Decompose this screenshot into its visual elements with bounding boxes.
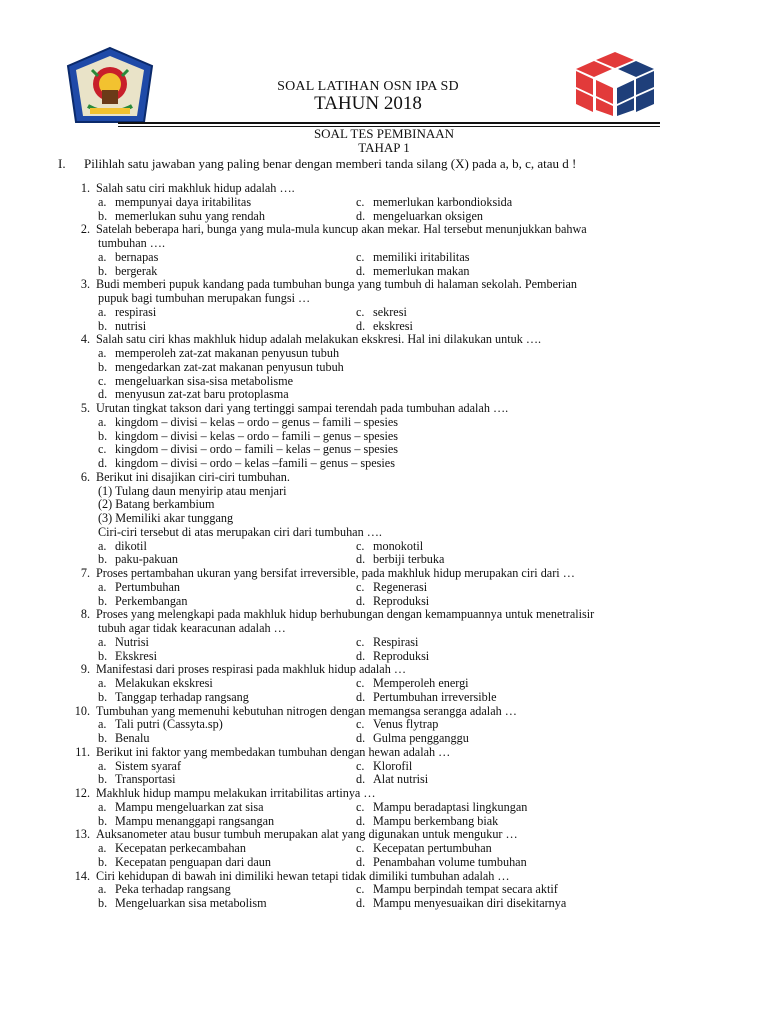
answer-option-row	[0, 430, 768, 444]
question-item	[0, 471, 768, 567]
answer-option[interactable]	[98, 320, 146, 334]
question-line	[0, 333, 768, 347]
option-text: bergerak	[115, 263, 158, 278]
answer-option[interactable]	[356, 581, 427, 595]
test-title: SOAL TES PEMBINAAN	[313, 126, 455, 141]
option-letter: d.	[356, 318, 366, 333]
question-line	[0, 705, 768, 719]
answer-option[interactable]	[356, 540, 423, 554]
option-letter: c.	[356, 841, 365, 855]
question-item	[0, 705, 768, 746]
option-letter: b.	[98, 208, 108, 223]
option-letter: b.	[98, 854, 108, 869]
option-text: (3) Memiliki akar tunggang	[98, 511, 234, 525]
answer-option[interactable]	[98, 361, 344, 375]
answer-option[interactable]	[98, 595, 187, 609]
answer-option[interactable]	[98, 691, 249, 705]
answer-option-row	[0, 320, 768, 334]
answer-option-row	[0, 512, 768, 526]
option-text: Ciri-ciri tersebut di atas merupakan ciri dari tumbuhan ….	[98, 524, 382, 539]
question-number: 4.	[80, 332, 90, 347]
option-letter: b.	[98, 648, 108, 663]
option-letter: c.	[98, 373, 107, 388]
answer-option-row	[0, 443, 768, 457]
answer-option[interactable]	[98, 883, 231, 897]
option-text: Respirasi	[373, 634, 419, 649]
test-stage: TAHAP 1	[358, 140, 410, 155]
option-text: dikotil	[115, 538, 147, 553]
option-text: bernapas	[115, 249, 159, 264]
option-text: kingdom – divisi – kelas – ordo – genus – famili – spesies	[115, 414, 398, 429]
option-text: memperoleh zat-zat makanan penyusun tubuh	[115, 346, 340, 360]
question-number: 14.	[74, 868, 90, 883]
option-letter: d.	[356, 813, 366, 828]
answer-option[interactable]	[98, 718, 223, 732]
question-line	[0, 471, 768, 485]
question-item	[0, 746, 768, 787]
question-text: tubuh agar tidak kearacunan adalah …	[98, 621, 286, 635]
answer-option[interactable]	[98, 526, 382, 540]
answer-option[interactable]	[98, 650, 157, 664]
answer-option-row	[0, 375, 768, 389]
option-text: Pertumbuhan irreversible	[373, 689, 497, 704]
answer-option-row	[0, 210, 768, 224]
option-text: Pertumbuhan	[115, 579, 180, 594]
question-text: Salah satu ciri khas makhluk hidup adalah melakukan ekskresi. Hal ini dilakukan untuk ….	[96, 332, 542, 347]
question-item	[0, 870, 768, 911]
answer-option[interactable]	[98, 347, 339, 361]
regional-emblem-logo	[66, 46, 154, 126]
answer-option-row	[0, 801, 768, 815]
option-letter: a.	[98, 346, 107, 360]
option-text: memerlukan karbondioksida	[373, 194, 513, 209]
question-line	[0, 182, 768, 196]
answer-option[interactable]	[98, 553, 178, 567]
option-text: mempunyai daya iritabilitas	[115, 194, 252, 209]
option-letter: a.	[98, 634, 107, 649]
question-text: Ciri kehidupan di bawah ini dimiliki hewan tetapi tidak dimiliki tumbuhan adalah …	[96, 868, 510, 883]
option-letter: d.	[356, 854, 366, 869]
answer-option-row	[0, 718, 768, 732]
option-text: Gulma pengganggu	[373, 731, 469, 745]
option-letter: a.	[98, 799, 107, 814]
question-number: 8.	[80, 607, 90, 622]
option-letter: a.	[98, 579, 107, 594]
option-letter: c.	[356, 717, 365, 732]
option-letter: d.	[356, 208, 366, 223]
option-text: Perkembangan	[115, 593, 188, 608]
option-letter: b.	[98, 731, 108, 745]
option-text: Sistem syaraf	[115, 758, 182, 773]
header-title: SOAL LATIHAN OSN IPA SD	[277, 79, 459, 94]
option-text: Transportasi	[115, 772, 176, 787]
answer-option-row	[0, 883, 768, 897]
answer-option[interactable]	[356, 718, 438, 732]
answer-option-row	[0, 856, 768, 870]
option-letter: b.	[98, 552, 108, 567]
answer-option[interactable]	[356, 677, 469, 691]
question-item	[0, 402, 768, 471]
option-text: Kecepatan perkecambahan	[115, 841, 246, 855]
answer-option[interactable]	[98, 210, 265, 224]
answer-option[interactable]	[356, 815, 498, 829]
question-text: Satelah beberapa hari, bunga yang mula-mula kuncup akan mekar. Hal tersebut menunjukkan bahwa	[96, 222, 587, 237]
answer-option-row	[0, 595, 768, 609]
question-text: pupuk bagi tumbuhan merupakan fungsi …	[98, 291, 311, 305]
question-line	[0, 828, 768, 842]
section-number: I.	[58, 156, 66, 171]
question-number: 9.	[80, 662, 90, 677]
option-text: berbiji terbuka	[373, 552, 445, 567]
option-letter: a.	[98, 194, 107, 209]
answer-option[interactable]	[356, 595, 429, 609]
option-text: Mampu menyesuaikan diri disekitarnya	[373, 896, 567, 910]
question-line	[0, 608, 768, 622]
option-text: Klorofil	[373, 758, 413, 773]
option-letter: d.	[98, 456, 108, 470]
option-letter: b.	[98, 318, 108, 333]
answer-option[interactable]	[98, 251, 158, 265]
option-letter: a.	[98, 717, 107, 732]
answer-option-row	[0, 773, 768, 787]
option-letter: d.	[356, 648, 366, 663]
answer-option[interactable]	[98, 430, 398, 444]
answer-option[interactable]	[98, 512, 233, 526]
question-item	[0, 182, 768, 223]
answer-option-row	[0, 388, 768, 402]
question-item	[0, 567, 768, 608]
option-letter: a.	[98, 676, 107, 690]
question-item	[0, 333, 768, 402]
answer-option[interactable]	[98, 842, 246, 856]
answer-option-row	[0, 306, 768, 320]
option-text: kingdom – divisi – ordo – famili – kelas – genus – spesies	[115, 442, 398, 457]
question-item	[0, 787, 768, 828]
answer-option[interactable]	[98, 581, 180, 595]
answer-option[interactable]	[98, 801, 264, 815]
question-text: Manifestasi dari proses respirasi pada makhluk hidup adalah …	[96, 662, 407, 677]
question-line	[0, 746, 768, 760]
option-letter: c.	[356, 194, 365, 209]
answer-option-row	[0, 485, 768, 499]
option-text: Nutrisi	[115, 634, 149, 649]
option-letter: a.	[98, 758, 107, 773]
option-text: kingdom – divisi – ordo – kelas –famili – genus – spesies	[115, 456, 395, 470]
question-text: Proses pertambahan ukuran yang bersifat irreversible, pada makhluk hidup merupakan ciri dari …	[96, 566, 575, 580]
answer-option[interactable]	[98, 416, 398, 430]
option-text: Mampu beradaptasi lingkungan	[373, 799, 528, 814]
answer-option[interactable]	[356, 306, 407, 320]
option-text: (1) Tulang daun menyirip atau menjari	[98, 483, 287, 498]
answer-option[interactable]	[356, 196, 512, 210]
option-text: (2) Batang berkambium	[98, 497, 215, 512]
option-letter: b.	[98, 263, 108, 278]
answer-option-row	[0, 636, 768, 650]
answer-option[interactable]	[98, 498, 214, 512]
question-number: 2.	[80, 222, 90, 237]
answer-option[interactable]	[356, 265, 469, 279]
option-text: Memperoleh energi	[373, 676, 469, 690]
question-line	[0, 237, 768, 251]
answer-option[interactable]	[98, 457, 395, 471]
question-number: 13.	[74, 827, 90, 842]
answer-option-row	[0, 540, 768, 554]
question-line	[0, 622, 768, 636]
question-text: Salah satu ciri makhluk hidup adalah ….	[96, 181, 295, 195]
answer-option-row	[0, 553, 768, 567]
option-text: memerlukan suhu yang rendah	[115, 208, 265, 223]
header-rule-thick	[118, 122, 660, 124]
question-text: Tumbuhan yang memenuhi kebutuhan nitrogen dengan memangsa serangga adalah …	[96, 703, 517, 718]
question-list	[0, 182, 768, 911]
option-text: kingdom – divisi – kelas – ordo – famili – genus – spesies	[115, 428, 398, 443]
option-text: Mampu mengeluarkan zat sisa	[115, 799, 264, 814]
answer-option[interactable]	[356, 732, 469, 746]
question-text: Auksanometer atau busur tumbuh merupakan alat yang digunakan untuk mengukur …	[96, 827, 518, 842]
option-text: menyusun zat-zat baru protoplasma	[115, 387, 289, 402]
answer-option[interactable]	[356, 760, 412, 774]
option-text: Venus flytrap	[373, 717, 439, 732]
answer-option[interactable]	[98, 897, 267, 911]
option-text: ekskresi	[373, 318, 413, 333]
option-letter: d.	[356, 552, 366, 567]
option-text: mengeluarkan oksigen	[373, 208, 483, 223]
question-text: Urutan tingkat takson dari yang tertinggi sampai terendah pada tumbuhan adalah ….	[96, 401, 509, 415]
option-text: Reproduksi	[373, 593, 430, 608]
question-line	[0, 567, 768, 581]
question-line	[0, 870, 768, 884]
option-letter: a.	[98, 841, 107, 855]
answer-option[interactable]	[356, 636, 418, 650]
option-letter: c.	[356, 882, 365, 897]
option-letter: b.	[98, 359, 108, 374]
question-text: Budi memberi pupuk kandang pada tumbuhan bunga yang tumbuh di halaman sekolah. Pemberian	[96, 277, 577, 292]
option-text: mengedarkan zat-zat makanan penyusun tubuh	[115, 359, 344, 374]
answer-option-row	[0, 265, 768, 279]
option-text: paku-pakuan	[115, 552, 178, 567]
answer-option[interactable]	[98, 388, 289, 402]
question-line	[0, 402, 768, 416]
option-letter: c.	[356, 304, 365, 319]
option-letter: c.	[356, 249, 365, 264]
answer-option[interactable]	[98, 677, 213, 691]
answer-option[interactable]	[98, 773, 176, 787]
cube-logo	[574, 50, 656, 116]
option-letter: d.	[356, 772, 366, 787]
option-letter: d.	[356, 896, 366, 910]
option-letter: c.	[356, 676, 365, 690]
option-letter: b.	[98, 689, 108, 704]
option-text: nutrisi	[115, 318, 147, 333]
answer-option-row	[0, 526, 768, 540]
instruction	[58, 156, 576, 172]
question-text: Berikut ini faktor yang membedakan tumbuhan dengan hewan adalah …	[96, 744, 451, 759]
answer-option-row	[0, 251, 768, 265]
question-text: tumbuhan ….	[98, 236, 166, 250]
option-letter: d.	[356, 689, 366, 704]
option-letter: c.	[356, 758, 365, 773]
answer-option-row	[0, 897, 768, 911]
option-text: Melakukan ekskresi	[115, 676, 213, 690]
option-text: Benalu	[115, 731, 150, 745]
option-letter: d.	[98, 387, 108, 402]
option-text: Alat nutrisi	[373, 772, 429, 787]
answer-option[interactable]	[98, 540, 147, 554]
answer-option[interactable]	[356, 883, 558, 897]
question-number: 6.	[80, 469, 90, 484]
answer-option-row	[0, 361, 768, 375]
question-text: Berikut ini disajikan ciri-ciri tumbuhan.	[96, 469, 290, 484]
option-letter: b.	[98, 813, 108, 828]
question-text: Proses yang melengkapi pada makhluk hidup berhubungan dengan kemampuannya untuk menetralisir	[96, 607, 595, 622]
option-text: Mampu berpindah tempat secara aktif	[373, 882, 558, 897]
answer-option[interactable]	[98, 196, 251, 210]
question-line	[0, 223, 768, 237]
question-number: 12.	[74, 786, 90, 800]
question-line	[0, 278, 768, 292]
answer-option[interactable]	[98, 636, 149, 650]
answer-option-row	[0, 677, 768, 691]
option-text: sekresi	[373, 304, 407, 319]
question-line	[0, 663, 768, 677]
answer-option-row	[0, 457, 768, 471]
question-number: 10.	[74, 703, 90, 718]
question-text: Makhluk hidup mampu melakukan irritabilitas artinya …	[96, 786, 376, 800]
instruction-text: Pilihlah satu jawaban yang paling benar dengan memberi tanda silang (X) pada a, b, c, atau d !	[84, 156, 577, 171]
answer-option[interactable]	[98, 856, 271, 870]
answer-option[interactable]	[98, 375, 293, 389]
option-text: memerlukan makan	[373, 263, 470, 278]
option-letter: b.	[98, 593, 108, 608]
answer-option[interactable]	[98, 265, 157, 279]
answer-option-row	[0, 498, 768, 512]
option-text: Kecepatan pertumbuhan	[373, 841, 492, 855]
answer-option[interactable]	[356, 650, 429, 664]
option-letter: a.	[98, 414, 107, 429]
answer-option[interactable]	[356, 897, 566, 911]
option-text: monokotil	[373, 538, 424, 553]
answer-option[interactable]	[98, 732, 150, 746]
answer-option[interactable]	[356, 801, 527, 815]
question-line	[0, 292, 768, 306]
question-item	[0, 663, 768, 704]
option-text: Mampu berkembang biak	[373, 813, 499, 828]
option-letter: d.	[356, 593, 366, 608]
option-text: Mampu menanggapi rangsangan	[115, 813, 275, 828]
option-text: Tanggap terhadap rangsang	[115, 689, 249, 704]
answer-option-row	[0, 691, 768, 705]
answer-option[interactable]	[98, 443, 398, 457]
option-text: Peka terhadap rangsang	[115, 882, 231, 897]
answer-option[interactable]	[98, 760, 181, 774]
option-text: Penambahan volume tumbuhan	[373, 854, 527, 869]
option-letter: d.	[356, 731, 366, 745]
question-number: 11.	[75, 744, 90, 759]
option-letter: c.	[356, 538, 365, 553]
option-letter: b.	[98, 772, 108, 787]
question-number: 7.	[80, 566, 90, 580]
option-letter: a.	[98, 882, 107, 897]
option-text: Ekskresi	[115, 648, 157, 663]
answer-option-row	[0, 196, 768, 210]
question-item	[0, 828, 768, 869]
answer-option[interactable]	[356, 251, 469, 265]
option-text: memiliki iritabilitas	[373, 249, 470, 264]
answer-option[interactable]	[98, 485, 287, 499]
option-letter: c.	[98, 442, 107, 457]
question-item	[0, 278, 768, 333]
option-letter: b.	[98, 428, 108, 443]
answer-option[interactable]	[356, 856, 527, 870]
option-letter: d.	[356, 263, 366, 278]
answer-option[interactable]	[356, 553, 444, 567]
question-line	[0, 787, 768, 801]
question-item	[0, 223, 768, 278]
answer-option-row	[0, 416, 768, 430]
answer-option-row	[0, 760, 768, 774]
answer-option[interactable]	[356, 320, 413, 334]
question-number: 3.	[80, 277, 90, 292]
option-letter: a.	[98, 304, 107, 319]
option-text: Mengeluarkan sisa metabolism	[115, 896, 267, 910]
answer-option[interactable]	[356, 773, 428, 787]
option-text: mengeluarkan sisa-sisa metabolisme	[115, 373, 294, 388]
question-item	[0, 608, 768, 663]
answer-option-row	[0, 347, 768, 361]
option-letter: c.	[356, 634, 365, 649]
option-text: respirasi	[115, 304, 157, 319]
answer-option-row	[0, 732, 768, 746]
answer-option[interactable]	[356, 691, 497, 705]
answer-option-row	[0, 581, 768, 595]
option-text: Kecepatan penguapan dari daun	[115, 854, 271, 869]
answer-option[interactable]	[98, 306, 156, 320]
option-text: Regenerasi	[373, 579, 428, 594]
option-letter: a.	[98, 538, 107, 553]
option-text: Tali putri (Cassyta.sp)	[115, 717, 223, 732]
header-year: TAHUN 2018	[314, 93, 422, 114]
answer-option-row	[0, 815, 768, 829]
option-letter: c.	[356, 799, 365, 814]
question-number: 5.	[80, 401, 90, 415]
option-text: Reproduksi	[373, 648, 430, 663]
option-letter: c.	[356, 579, 365, 594]
option-letter: b.	[98, 896, 108, 910]
answer-option-row	[0, 842, 768, 856]
answer-option[interactable]	[98, 815, 274, 829]
option-letter: a.	[98, 249, 107, 264]
answer-option[interactable]	[356, 842, 492, 856]
answer-option[interactable]	[356, 210, 483, 224]
question-number: 1.	[80, 181, 90, 195]
answer-option-row	[0, 650, 768, 664]
